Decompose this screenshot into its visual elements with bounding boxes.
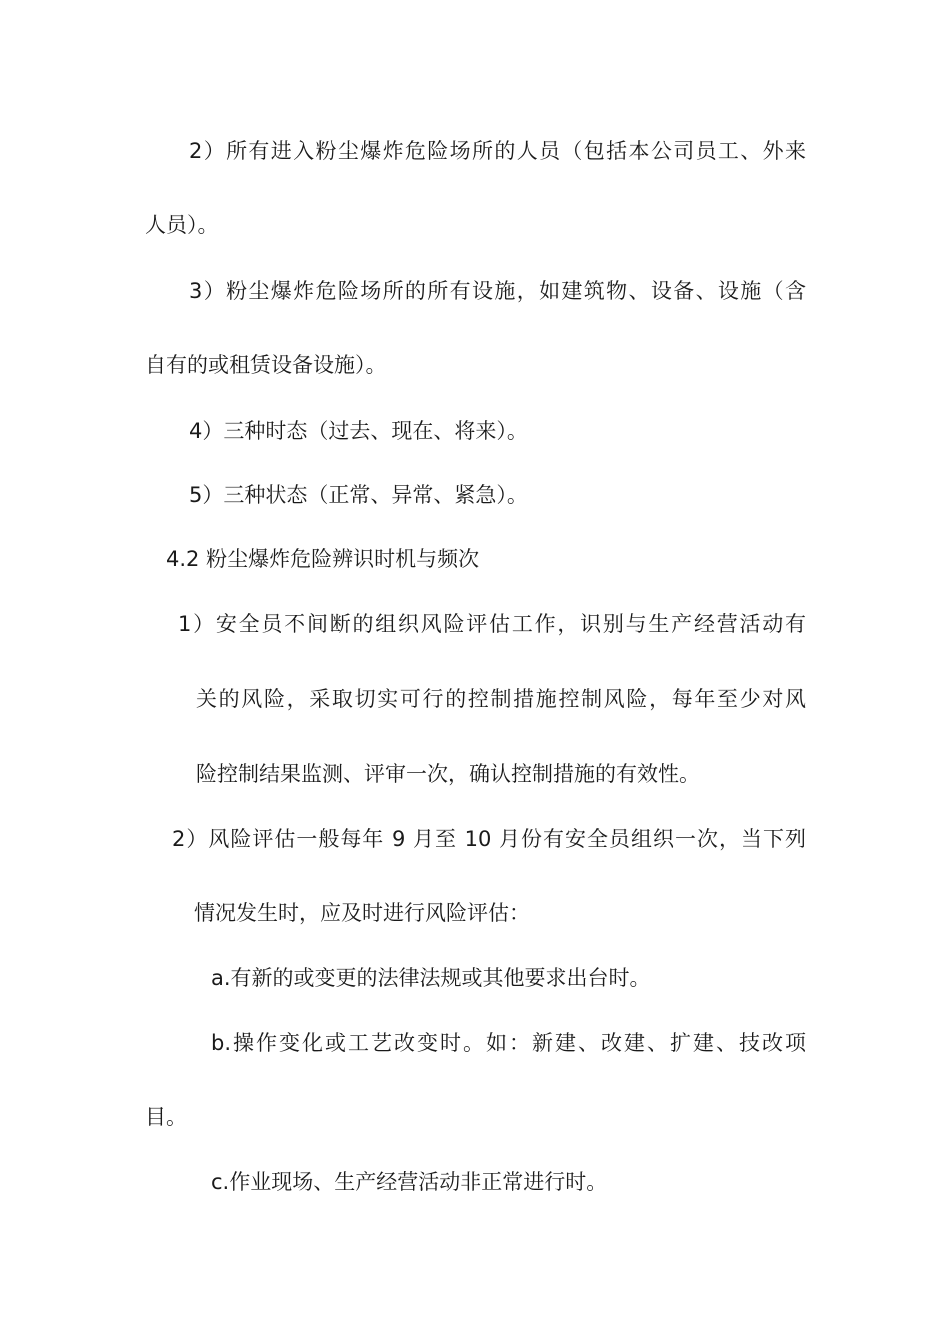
paragraph-line-8: 1）安全员不间断的组织风险评估工作，识别与生产经营活动有	[178, 612, 806, 636]
section-heading: 4.2 粉尘爆炸危险辨识时机与频次	[166, 547, 480, 571]
list-item-c: c.作业现场、生产经营活动非正常进行时。	[211, 1170, 608, 1194]
list-item-b: b.操作变化或工艺改变时。如：新建、改建、扩建、技改项	[211, 1031, 806, 1055]
paragraph-line-3: 3）粉尘爆炸危险场所的所有设施，如建筑物、设备、设施（含	[189, 279, 806, 303]
paragraph-line-5: 4）三种时态（过去、现在、将来）。	[189, 419, 528, 443]
paragraph-line-1: 2）所有进入粉尘爆炸危险场所的人员（包括本公司员工、外来	[189, 139, 806, 163]
paragraph-line-2: 人员）。	[145, 213, 219, 237]
list-item-b-continued: 目。	[145, 1105, 187, 1129]
paragraph-line-9: 关的风险，采取切实可行的控制措施控制风险，每年至少对风	[196, 687, 806, 711]
list-item-a: a.有新的或变更的法律法规或其他要求出台时。	[211, 966, 651, 990]
paragraph-line-12: 情况发生时，应及时进行风险评估：	[194, 901, 530, 925]
paragraph-line-11: 2）风险评估一般每年 9 月至 10 月份有安全员组织一次，当下列	[172, 827, 806, 851]
paragraph-line-6: 5）三种状态（正常、异常、紧急）。	[189, 483, 528, 507]
paragraph-line-4: 自有的或租赁设备设施）。	[145, 353, 387, 377]
paragraph-line-10: 险控制结果监测、评审一次，确认控制措施的有效性。	[196, 762, 700, 786]
